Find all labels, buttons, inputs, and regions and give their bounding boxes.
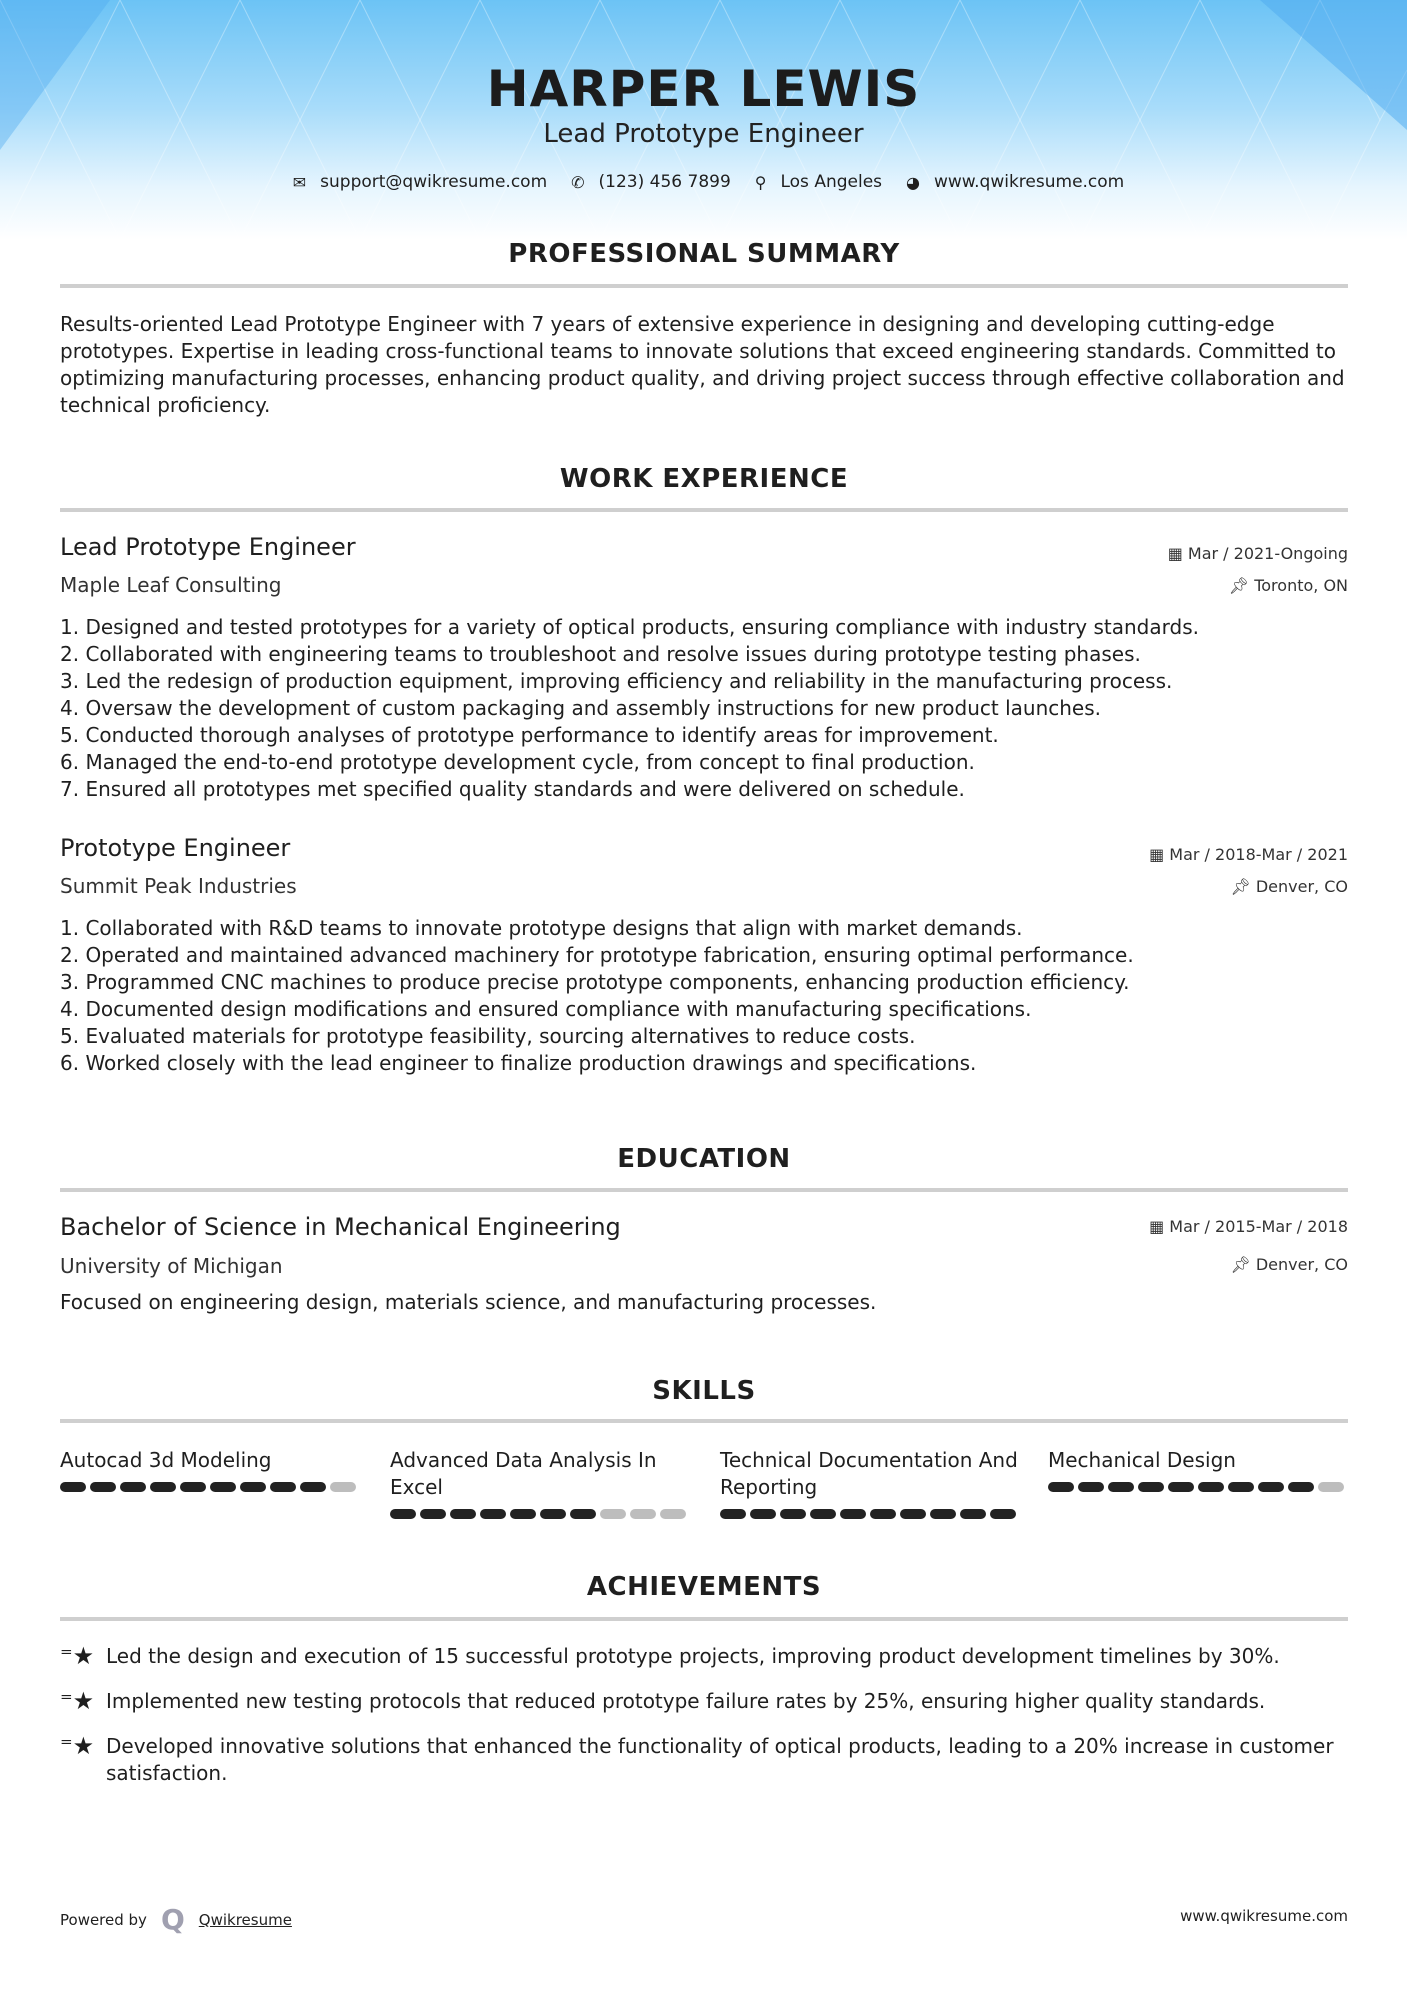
location: Los Angeles (780, 172, 883, 192)
list-item: 7. Ensured all prototypes met specified quality standards and were delivered on schedule. (60, 777, 965, 801)
rating-segment-filled (390, 1509, 416, 1519)
skill-rating-bar (390, 1509, 690, 1519)
rating-segment-filled (1048, 1482, 1074, 1492)
rating-segment-filled (960, 1509, 986, 1519)
pin-icon: 📌︎ (1230, 1255, 1256, 1274)
achievement-item (60, 1733, 1348, 1787)
rating-segment-filled (1258, 1482, 1284, 1492)
powered-by-label: Powered by (60, 1910, 147, 1929)
dates-text: Mar / 2021-Ongoing (1187, 544, 1348, 563)
job-dates (1168, 544, 1348, 563)
rating-segment-filled (210, 1482, 236, 1492)
phone: (123) 456 7899 (598, 172, 731, 192)
location-text: Denver, CO (1255, 877, 1348, 896)
rating-segment-filled (270, 1482, 296, 1492)
rating-segment-filled (720, 1509, 746, 1519)
candidate-name: HARPER LEWIS (486, 60, 921, 118)
education-dates (1149, 1217, 1348, 1236)
list-item: 5. Evaluated materials for prototype feasibility, sourcing alternatives to reduce costs. (60, 1024, 916, 1048)
rating-segment-filled (60, 1482, 86, 1492)
job-location (1229, 576, 1348, 595)
rating-segment-filled (570, 1509, 596, 1519)
rating-segment-filled (1198, 1482, 1224, 1492)
dates-text: Mar / 2015-Mar / 2018 (1169, 1217, 1348, 1236)
rating-segment-filled (510, 1509, 536, 1519)
company: Maple Leaf Consulting (60, 573, 282, 597)
rating-segment-filled (1288, 1482, 1314, 1492)
contact-bar (0, 172, 1407, 192)
list-item: 4. Documented design modifications and ensured compliance with manufacturing specifications. (60, 997, 1032, 1021)
rating-segment-filled (240, 1482, 266, 1492)
star-icon: ⁼★ (60, 1732, 95, 1760)
section-heading-summary: PROFESSIONAL SUMMARY (508, 239, 900, 269)
rating-segment-filled (1138, 1482, 1164, 1492)
skill-item (1048, 1447, 1348, 1492)
achievement-text: Led the design and execution of 15 successful prototype projects, improving product development timelines by 30%. (106, 1644, 1280, 1668)
skill-item (720, 1447, 1020, 1519)
rating-segment-empty (1318, 1482, 1344, 1492)
rating-segment-empty (630, 1509, 656, 1519)
divider (60, 1419, 1348, 1423)
rating-segment-filled (450, 1509, 476, 1519)
list-item: 3. Programmed CNC machines to produce precise prototype components, enhancing production efficiency. (60, 970, 1130, 994)
rating-segment-empty (600, 1509, 626, 1519)
education-description: Focused on engineering design, materials science, and manufacturing processes. (60, 1290, 877, 1314)
list-item: 6. Worked closely with the lead engineer to finalize production drawings and specifications. (60, 1051, 977, 1075)
skill-rating-bar (60, 1482, 360, 1492)
divider (60, 284, 1348, 288)
list-item: 5. Conducted thorough analyses of prototype performance to identify areas for improvement. (60, 723, 999, 747)
rating-segment-filled (1228, 1482, 1254, 1492)
dates-text: Mar / 2018-Mar / 2021 (1169, 845, 1348, 864)
skill-rating-bar (720, 1509, 1020, 1519)
rating-segment-filled (750, 1509, 776, 1519)
skill-name: Advanced Data Analysis In Excel (390, 1448, 657, 1499)
rating-segment-filled (810, 1509, 836, 1519)
star-icon: ⁼★ (60, 1687, 95, 1715)
star-icon: ⁼★ (60, 1642, 95, 1670)
list-item: 2. Operated and maintained advanced machinery for prototype fabrication, ensuring optimal performance. (60, 943, 1134, 967)
phone-icon: ✆ (571, 172, 585, 192)
footer-website[interactable]: www.qwikresume.com (1180, 1907, 1348, 1925)
location-text: Denver, CO (1255, 1255, 1348, 1274)
pin-icon: 📌︎ (1228, 576, 1255, 595)
rating-segment-filled (180, 1482, 206, 1492)
rating-segment-empty (330, 1482, 356, 1492)
calendar-icon: ▦ (1167, 544, 1188, 563)
achievement-item (60, 1643, 1348, 1670)
rating-segment-filled (120, 1482, 146, 1492)
section-heading-experience: WORK EXPERIENCE (559, 464, 849, 494)
company: Summit Peak Industries (60, 874, 297, 898)
location-text: Toronto, ON (1254, 576, 1348, 595)
section-heading-skills: SKILLS (652, 1376, 756, 1406)
list-item: 4. Oversaw the development of custom packaging and assembly instructions for new product launches. (60, 696, 1102, 720)
rating-segment-empty (660, 1509, 686, 1519)
envelope-icon: ✉ (292, 172, 307, 192)
skill-item (390, 1447, 690, 1519)
job-bullets (60, 915, 1348, 1077)
rating-segment-filled (870, 1509, 896, 1519)
job-dates (1149, 845, 1348, 864)
achievement-text: Developed innovative solutions that enhanced the functionality of optical products, leading to a 20% increase in customer satisfaction. (106, 1734, 1334, 1785)
rating-segment-filled (990, 1509, 1016, 1519)
list-item: 1. Designed and tested prototypes for a variety of optical products, ensuring compliance with industry standards. (60, 615, 1199, 639)
job-title: Lead Prototype Engineer (60, 533, 356, 561)
degree: Bachelor of Science in Mechanical Engineering (60, 1213, 621, 1241)
website[interactable]: www.qwikresume.com (933, 172, 1125, 192)
skill-name: Autocad 3d Modeling (60, 1448, 272, 1472)
list-item: 6. Managed the end-to-end prototype development cycle, from concept to final production. (60, 750, 975, 774)
rating-segment-filled (840, 1509, 866, 1519)
divider (60, 508, 1348, 512)
job-bullets (60, 614, 1348, 803)
rating-segment-filled (300, 1482, 326, 1492)
qwikresume-logo-icon: Q (160, 1903, 185, 1936)
divider (60, 1188, 1348, 1192)
skill-name: Mechanical Design (1048, 1448, 1236, 1472)
rating-segment-filled (480, 1509, 506, 1519)
rating-segment-filled (150, 1482, 176, 1492)
job-title: Prototype Engineer (60, 834, 291, 862)
rating-segment-filled (1168, 1482, 1194, 1492)
candidate-title: Lead Prototype Engineer (543, 119, 864, 149)
pin-icon: 📌︎ (1230, 877, 1256, 896)
rating-segment-filled (780, 1509, 806, 1519)
list-item: 2. Collaborated with engineering teams to troubleshoot and resolve issues during prototype testing phases. (60, 642, 1141, 666)
summary-text: Results-oriented Lead Prototype Engineer with 7 years of extensive experience in designing and developing cutting-edge prototypes. Expertise in leading cross-functional teams to innovate solutions that exceed engineering standards. Committed to optimizing manufacturing processes, enhancing product quality, and driving project success through effective collaboration and technical proficiency. (60, 312, 1345, 417)
list-item: 3. Led the redesign of production equipment, improving efficiency and reliability in the manufacturing process. (60, 669, 1173, 693)
rating-segment-filled (90, 1482, 116, 1492)
list-item: 1. Collaborated with R&D teams to innovate prototype designs that align with market demands. (60, 916, 1023, 940)
school: University of Michigan (60, 1254, 283, 1278)
email[interactable]: support@qwikresume.com (320, 172, 548, 192)
rating-segment-filled (420, 1509, 446, 1519)
calendar-icon: ▦ (1149, 1217, 1170, 1236)
calendar-icon: ▦ (1149, 845, 1170, 864)
rating-segment-filled (930, 1509, 956, 1519)
qwikresume-link[interactable]: Qwikresume (198, 1910, 292, 1929)
job-location (1230, 877, 1348, 896)
achievement-text: Implemented new testing protocols that reduced prototype failure rates by 25%, ensuring higher quality standards. (106, 1689, 1266, 1713)
map-pin-icon: ⚲ (754, 172, 767, 192)
globe-icon: ◕ (906, 172, 920, 192)
rating-segment-filled (1108, 1482, 1134, 1492)
achievement-item (60, 1688, 1348, 1715)
section-heading-achievements: ACHIEVEMENTS (586, 1572, 822, 1602)
skill-item (60, 1447, 360, 1492)
education-location (1230, 1255, 1348, 1274)
skill-rating-bar (1048, 1482, 1348, 1492)
skill-name: Technical Documentation And Reporting (720, 1448, 1018, 1499)
footer-powered (60, 1903, 292, 1936)
rating-segment-filled (1078, 1482, 1104, 1492)
section-heading-education: EDUCATION (617, 1144, 791, 1174)
rating-segment-filled (540, 1509, 566, 1519)
divider (60, 1617, 1348, 1621)
rating-segment-filled (900, 1509, 926, 1519)
